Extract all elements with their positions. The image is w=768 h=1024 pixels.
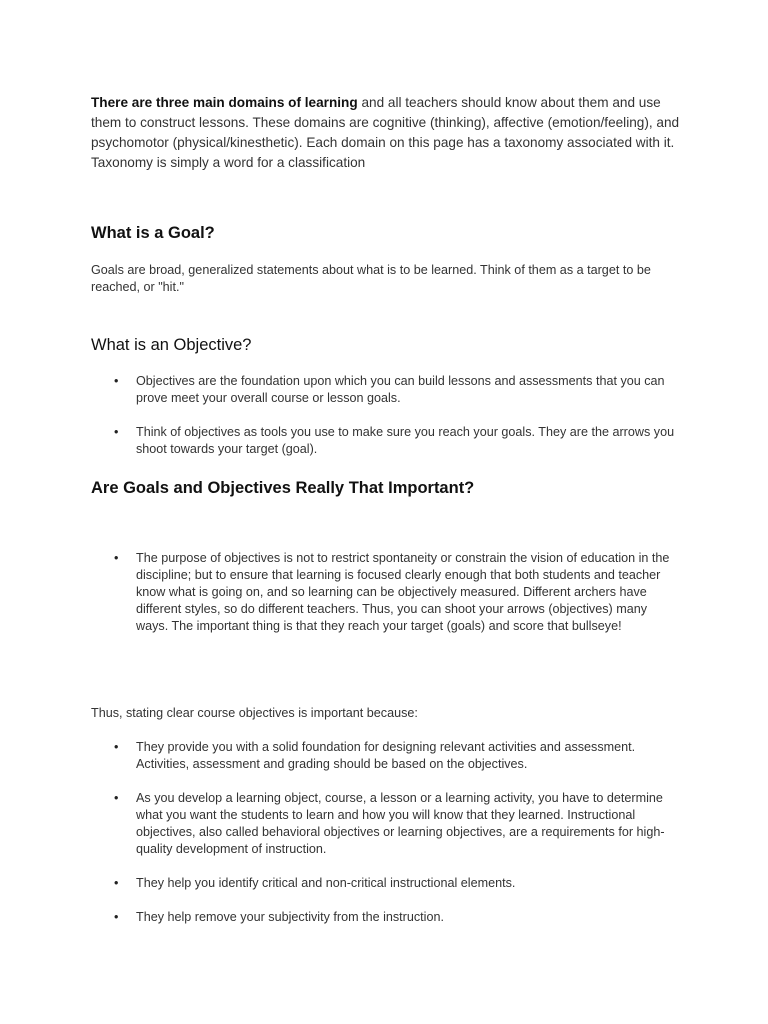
list-item-text: They provide you with a solid foundation for designing relevant activities and assessment. Activities, assessment and grading should be based on the objectives.: [136, 740, 636, 771]
goal-heading: What is a Goal?: [91, 224, 215, 242]
bullet-glyph: •: [114, 551, 119, 565]
bullet-glyph: •: [114, 791, 119, 805]
list-item: [91, 424, 681, 458]
importance-list: [91, 550, 681, 635]
intro-text: and all teachers should know about them and use them to construct lessons. These domains are cognitive (thinking), affective (emotion/feeling), and psychomotor (physical/kinesthetic). Each domain on this page has a taxonomy associated with it. Taxonomy is simply a word for a classification: [91, 95, 680, 170]
list-item: [91, 739, 681, 773]
objective-list: [91, 373, 681, 458]
intro-lead: There are three main domains of learning: [91, 95, 358, 110]
list-item-text: Objectives are the foundation upon which you can build lessons and assessments that you can prove meet your overall course or lesson goals.: [136, 374, 665, 405]
list-item-text: They help you identify critical and non-critical instructional elements.: [136, 876, 516, 890]
bullet-glyph: •: [114, 740, 119, 754]
list-item: [91, 790, 681, 858]
list-item: [91, 373, 681, 407]
goal-text: Goals are broad, generalized statements about what is to be learned. Think of them as a target to be reached, or "hit.": [91, 263, 651, 294]
importance-heading: Are Goals and Objectives Really That Important?: [91, 479, 475, 497]
objective-heading: What is an Objective?: [91, 336, 252, 354]
bullet-glyph: •: [114, 910, 119, 924]
bullet-glyph: •: [114, 374, 119, 388]
list-item-text: As you develop a learning object, course, a lesson or a learning activity, you have to determine what you want the students to learn and how you will know that they learned. Instructional objectives, also called behavioral objectives or learning objectives, are a requirements for high-quality development of instruction.: [136, 791, 665, 856]
bullet-glyph: •: [114, 425, 119, 439]
list-item-text: They help remove your subjectivity from the instruction.: [136, 910, 444, 924]
reasons-intro: Thus, stating clear course objectives is important because:: [91, 706, 418, 720]
list-item: [91, 875, 681, 892]
list-item-text: Think of objectives as tools you use to make sure you reach your goals. They are the arrows you shoot towards your target (goal).: [136, 425, 675, 456]
reasons-list: [91, 739, 681, 926]
list-item-text: The purpose of objectives is not to restrict spontaneity or constrain the vision of education in the discipline; but to ensure that learning is focused clearly enough that both students and teacher know what is going on, and so learning can be objectively measured. Different archers have different styles, so do different teachers. Thus, you can shoot your arrows (objectives) many ways. The important thing is that they reach your target (goals) and score that bullseye!: [136, 551, 670, 633]
bullet-glyph: •: [114, 876, 119, 890]
list-item: [91, 550, 681, 635]
list-item: [91, 909, 681, 926]
intro-paragraph: [91, 93, 681, 173]
